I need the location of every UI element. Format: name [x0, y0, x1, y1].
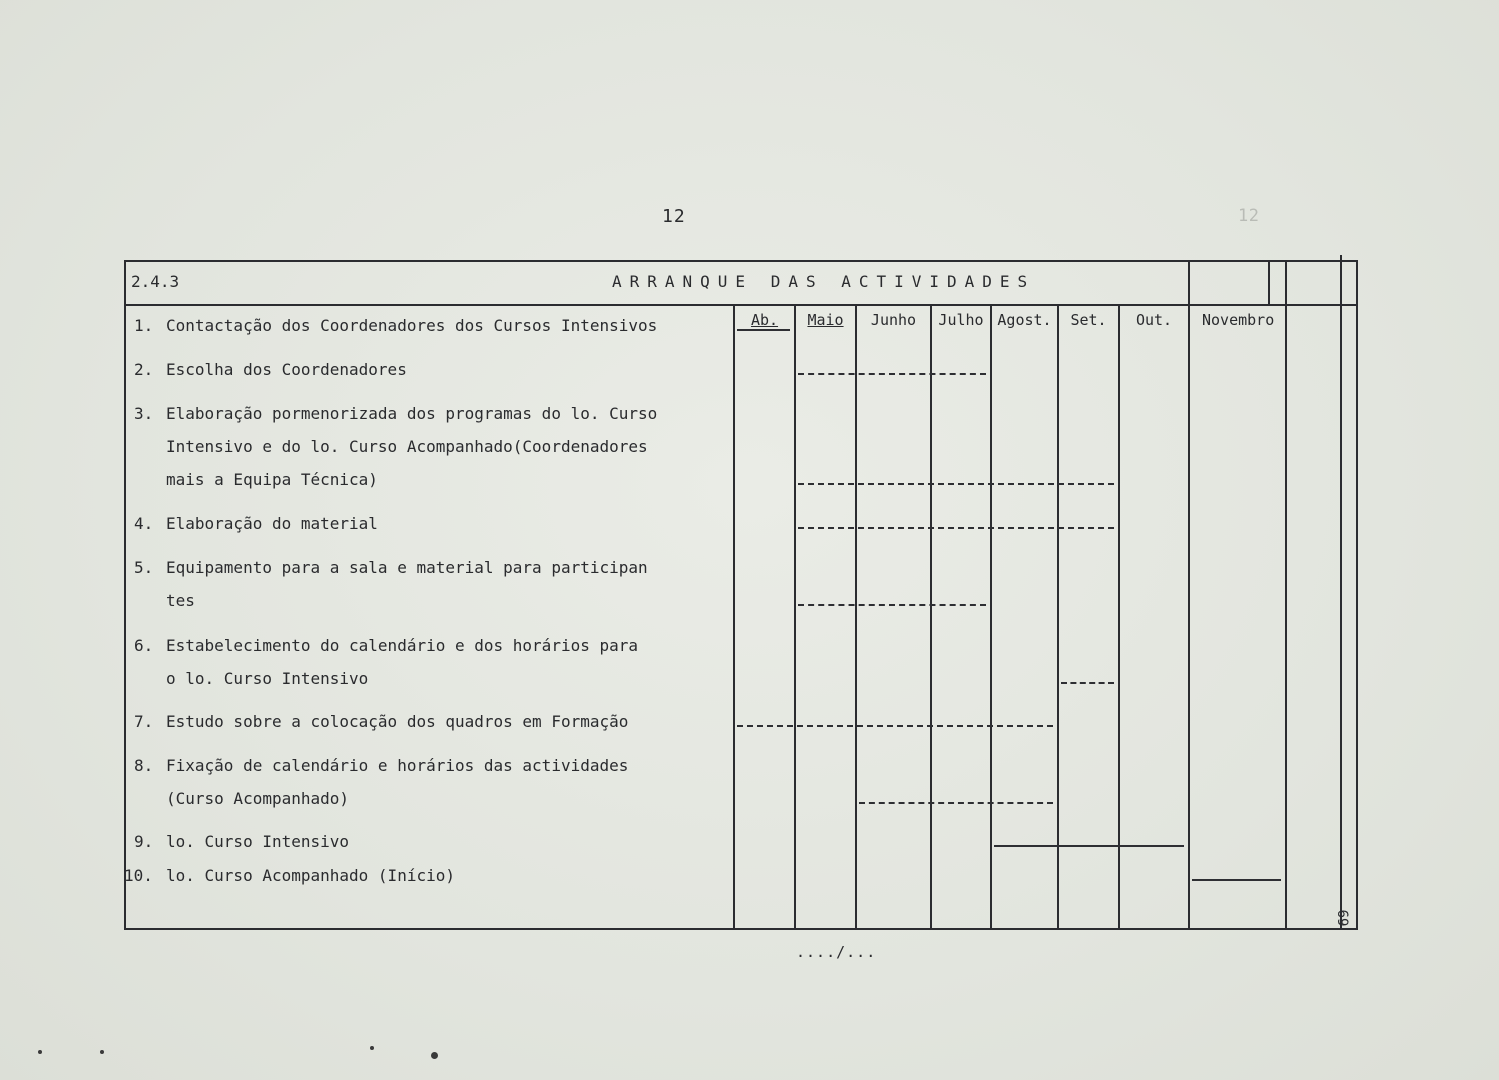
section-title: ARRANQUE DAS ACTIVIDADES: [612, 272, 1036, 291]
activity-number: 5.: [134, 558, 154, 577]
gantt-bar: [798, 373, 986, 375]
month-header: Maio: [807, 311, 844, 329]
activity-number: 7.: [134, 712, 154, 731]
gantt-bar: [798, 527, 1114, 529]
activity-description: mais a Equipa Técnica): [166, 470, 378, 489]
activity-number: 9.: [134, 832, 154, 851]
month-header: Junho: [870, 311, 917, 329]
month-column-line: [1057, 304, 1059, 930]
activity-description: Equipamento para a sala e material para participan: [166, 558, 648, 577]
month-column-line: [1118, 304, 1120, 930]
header-divider: [124, 304, 1358, 306]
paper-speck: [100, 1050, 104, 1054]
activity-description: Contactação dos Coordenadores dos Cursos Intensivos: [166, 316, 658, 335]
activity-number: 4.: [134, 514, 154, 533]
paper-speck: [370, 1046, 374, 1050]
activity-description: lo. Curso Acompanhado (Início): [166, 866, 455, 885]
activity-description: lo. Curso Intensivo: [166, 832, 350, 851]
gantt-bar: [737, 329, 790, 331]
activity-number: 1.: [134, 316, 154, 335]
section-number: 2.4.3: [131, 272, 180, 291]
gantt-bar: [1061, 682, 1114, 684]
gantt-bar: [798, 604, 986, 606]
continuation-mark: ..../...: [796, 943, 877, 961]
paper-speck: [38, 1050, 42, 1054]
margin-note: 69: [1336, 909, 1353, 927]
margin-column-line: [1285, 262, 1287, 306]
page-number: 12: [662, 206, 686, 227]
margin-column-line: [1340, 255, 1342, 930]
month-column-line: [930, 304, 932, 930]
activity-description: Elaboração do material: [166, 514, 378, 533]
activity-number: 6.: [134, 636, 154, 655]
activity-number: 8.: [134, 756, 154, 775]
month-column-line: [733, 304, 735, 930]
activity-description: Estabelecimento do calendário e dos horários para: [166, 636, 639, 655]
month-header: Agost.: [997, 311, 1052, 329]
gantt-bar: [737, 725, 1053, 727]
gantt-bar: [994, 845, 1184, 847]
month-header: Set.: [1070, 311, 1107, 329]
activity-description: Intensivo e do lo. Curso Acompanhado(Coordenadores: [166, 437, 648, 456]
gantt-bar: [1192, 879, 1281, 881]
activity-number: 2.: [134, 360, 154, 379]
month-column-line: [855, 304, 857, 930]
activity-number: 3.: [134, 404, 154, 423]
paper-speck: [431, 1052, 438, 1059]
month-column-line: [990, 304, 992, 930]
activity-description: o lo. Curso Intensivo: [166, 669, 369, 688]
margin-column-line: [1268, 262, 1270, 306]
month-header: Ab.: [750, 311, 779, 329]
activity-description: tes: [166, 591, 195, 610]
month-column-line: [1285, 304, 1287, 930]
activity-description: Escolha dos Coordenadores: [166, 360, 407, 379]
activity-description: Estudo sobre a colocação dos quadros em Formação: [166, 712, 629, 731]
month-header: Novembro: [1202, 311, 1275, 329]
gantt-bar: [859, 802, 1053, 804]
gantt-bar: [798, 483, 1114, 485]
month-column-line: [1188, 260, 1190, 930]
activity-number: 10.: [124, 866, 153, 885]
month-header: Julho: [938, 311, 984, 329]
activity-description: Elaboração pormenorizada dos programas do lo. Curso: [166, 404, 658, 423]
month-column-line: [794, 304, 796, 930]
activity-description: Fixação de calendário e horários das actividades: [166, 756, 629, 775]
ghost-page-number: 12: [1238, 206, 1260, 226]
month-header: Out.: [1135, 311, 1173, 329]
activity-description: (Curso Acompanhado): [166, 789, 350, 808]
